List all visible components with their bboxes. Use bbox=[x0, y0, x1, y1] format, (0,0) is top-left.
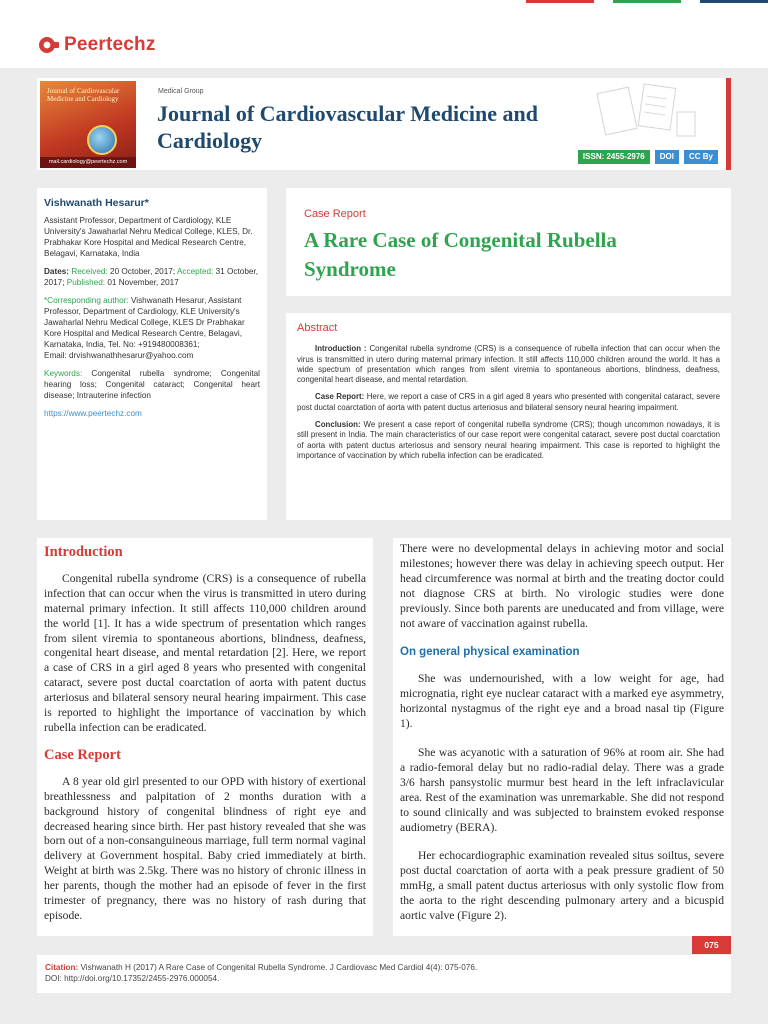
case-report-heading: Case Report bbox=[44, 746, 121, 763]
published-label: Published: bbox=[66, 278, 106, 287]
issn-badge: ISSN: 2455-2976 bbox=[578, 150, 650, 164]
keywords-label: Keywords: bbox=[44, 369, 83, 378]
peertechz-logo[interactable] bbox=[38, 34, 156, 56]
author-info-card bbox=[37, 188, 267, 520]
abstract-heading: Abstract bbox=[297, 322, 338, 334]
abstract-introduction bbox=[297, 344, 720, 385]
development-paragraph: There were no developmental delays in achieving motor and social milestones; however there was delay in achieving speech output. Her head circumference was normal at birth and the treating doctor could not diagnose CRS at birth. No virologic studies were done previously. Since both parents are uneducated and from village, were not aware of vaccination against rubella. bbox=[400, 542, 724, 630]
corresponding-details: Vishwanath Hesarur, Assistant Professor, Department of Cardiology, KLE University's Jawaharlal Nehru Medical College, KLES Dr Prabhakar Kore Hospital and Medical Research Centre, Belagavi, Karnataka, India, Tel. No: +919480008361; bbox=[44, 296, 245, 349]
site-header bbox=[0, 0, 768, 68]
author-email[interactable]: Email: drvishwanathhesarur@yahoo.com bbox=[44, 351, 194, 360]
color-stripe-green bbox=[613, 0, 681, 3]
article-type: Case Report bbox=[304, 208, 366, 220]
body-left-column bbox=[37, 538, 373, 936]
article-title-card bbox=[286, 188, 731, 296]
article-title: A Rare Case of Congenital Rubella Syndrome bbox=[304, 228, 617, 281]
abstract-conclusion-text: We present a case report of congenital rubella syndrome (CRS); though uncommon nowadays, it is still present in India. The main characteristics of our case report were congenital cataract, severe post ductal coarctation of aorta with patent ductus arteriosus and sensory neural hearing impairment. This case is reported to highlight the importance of vaccination by which rubella infection can be eradicated. bbox=[297, 420, 720, 460]
color-stripe-red bbox=[526, 0, 594, 3]
dates-label: Dates: bbox=[44, 267, 70, 276]
doi-text[interactable]: DOI: http://doi.org/10.17352/2455-2976.000054. bbox=[45, 974, 220, 983]
journal-title: Journal of Cardiovascular Medicine and Cardiology bbox=[157, 101, 538, 153]
received-date: 20 October, 2017; bbox=[110, 267, 176, 276]
abstract-intro-text: Congenital rubella syndrome (CRS) is a consequence of rubella infection that can occur when the virus is transmitted in utero during maternal primary infection. It still affects 110,000 children around the world. It has a wide spectrum of presentation which ranges from silent viremia to spontaneous abortions, blindness, deafness, congenital heart disease, and mental retardation. bbox=[297, 344, 720, 385]
article-dates bbox=[44, 266, 260, 288]
examination-heading: On general physical examination bbox=[400, 646, 580, 659]
abstract-conclusion bbox=[297, 420, 720, 461]
cover-footer: mail.cardiology@peertechz.com bbox=[40, 157, 136, 168]
logo-text: Peertechz bbox=[64, 34, 156, 55]
author-name: Vishwanath Hesarur* bbox=[44, 197, 149, 209]
echo-paragraph: Her echocardiographic examination revealed situs soiltus, severe post ductal coarctation of aorta with a peak pressure gradient of 50 mmHg, a small patent ductus arteriosus with only systolic flow from the aorta to the right descending pulmonary artery and a bicuspid aortic valve (Figure 2). bbox=[400, 849, 724, 923]
cardiac-exam-paragraph: She was acyanotic with a saturation of 96% at room air. She had a radio-femoral delay but no radio-radial delay. There was a grade 3/6 harsh pansystolic murmur best heard in the left infraclavicular area. Rest of the examination was unremarkable. She did not respond to sound clinically and was subjected to brainstem evoked response audiometry (BERA). bbox=[400, 745, 724, 834]
cover-globe-icon bbox=[87, 125, 117, 155]
journal-header bbox=[37, 78, 731, 170]
medical-group-label: Medical Group bbox=[158, 88, 204, 95]
introduction-paragraph: Congenital rubella syndrome (CRS) is a consequence of rubella infection that can occur when the virus is transmitted in utero during maternal primary infection. It still affects 110,000 children around the world [1]. It has a wide spectrum of presentation which ranges from silent viremia to spontaneous abortions, blindness, deafness, congenital heart disease, and mental retardation [2]. Here, we report a case of CRS in a girl aged 8 years who presented with congenital cataract, severe post ductal coarctation of aorta with patent ductus arteriosus and bilateral sensory neural hearing impairment. This case is reported to highlight the importance of vaccination by which rubella infection can be eradicated. bbox=[44, 571, 366, 734]
received-label: Received: bbox=[71, 267, 108, 276]
keywords bbox=[44, 368, 260, 401]
case-report-paragraph: A 8 year old girl presented to our OPD with history of exertional breathlessness and palpitation of 2 months duration with a background history of congenital blindness of right eye and decreased hearing since birth. Her past history revealed that she was born out of a non-consanguineous marriage, full term normal vaginal delivery at Government hospital. Baby cried immediately at birth. Weight at birth was 2.5kg. There was no history of chronic illness in her parents, though the mother had an episode of fever in the first trimester of pregnancy, there was no history of rash during that episode. bbox=[44, 774, 366, 922]
abstract-case-text: Here, we report a case of CRS in a girl aged 8 years who presented with congenital cataract, severe post ductal coarctation of aorta with patent ductus arteriosus and bilateral sensory neural hearing impairment. bbox=[297, 392, 721, 412]
peertechz-logo-icon bbox=[38, 35, 60, 55]
header-accent-bar bbox=[726, 78, 731, 170]
citation-label: Citation: bbox=[45, 963, 79, 972]
abstract-card bbox=[286, 313, 731, 520]
abstract-intro-label: Introduction : bbox=[315, 344, 367, 354]
abstract-case-report bbox=[297, 392, 720, 413]
accepted-label: Accepted: bbox=[176, 267, 214, 276]
citation-footer bbox=[37, 955, 731, 993]
doi-badge[interactable]: DOI bbox=[655, 150, 679, 164]
accepted-date: 31 October, 2017; bbox=[44, 267, 258, 287]
body-right-column bbox=[393, 538, 731, 936]
published-date: 01 November, 2017 bbox=[107, 278, 179, 287]
page-number: 075 bbox=[692, 936, 731, 954]
cover-title: Journal of Cardiovascular Medicine and Cardiology bbox=[47, 87, 120, 103]
website-link[interactable]: https://www.peertechz.com bbox=[44, 409, 142, 418]
introduction-heading: Introduction bbox=[44, 544, 123, 560]
corresponding-author bbox=[44, 295, 260, 361]
corresponding-label: *Corresponding author: bbox=[44, 296, 129, 305]
journal-badges bbox=[578, 150, 718, 164]
citation-text: Vishwanath H (2017) A Rare Case of Congenital Rubella Syndrome. J Cardiovasc Med Cardiol 4(4): 075-076. bbox=[80, 963, 478, 972]
cc-by-badge[interactable]: CC By bbox=[684, 150, 718, 164]
abstract-case-label: Case Report: bbox=[315, 392, 365, 402]
keywords-text: Congenital rubella syndrome; Congenital hearing loss; Congenital cataract; Congenital heart disease; Intrauterine infection bbox=[44, 369, 260, 400]
abstract-conclusion-label: Conclusion: bbox=[315, 420, 361, 430]
author-affiliation: Assistant Professor, Department of Cardiology, KLE University's Jawaharlal Nehru Medical College, KLES, Dr. Prabhakar Kore Hospital and Medical Research Centre, Belagavi, Karnataka, India bbox=[44, 216, 253, 258]
document-decoration-icon bbox=[591, 82, 701, 142]
color-stripe-blue bbox=[700, 0, 768, 3]
physical-exam-paragraph: She was undernourished, with a low weight for age, had micrognatia, right eye nuclear cataract with a marked eye asymmetry, horizontal nystagmus of the right eye and a broad nasal tip (Figure 1). bbox=[400, 672, 724, 731]
journal-cover-image bbox=[40, 81, 136, 168]
